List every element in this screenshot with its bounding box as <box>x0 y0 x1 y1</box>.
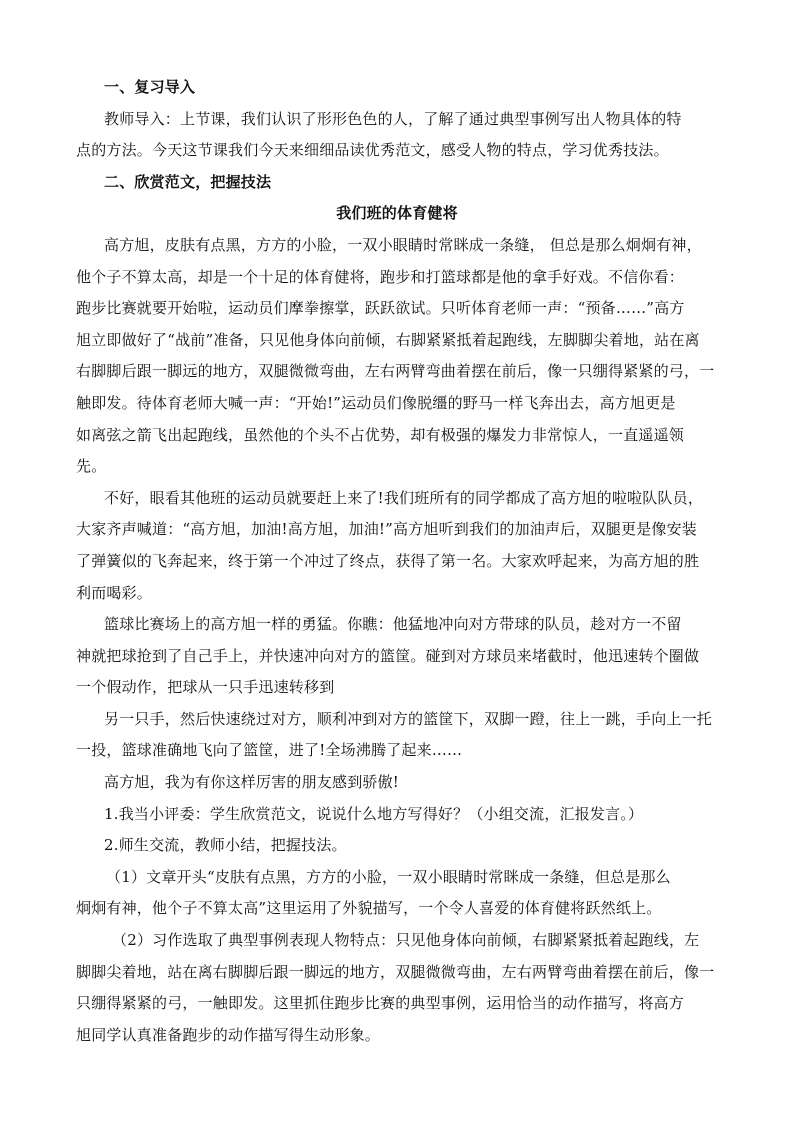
paragraph-line: 旭立即做好了“战前”准备，只见他身体向前倾，右脚紧紧抵着起跑线，左脚脚尖着地，站在离 <box>76 330 700 349</box>
paragraph-line: 高方旭，皮肤有点黑，方方的小脸，一双小眼睛时常眯成一条缝， 但总是那么炯炯有神， <box>104 235 702 254</box>
list-item-evaluate: 1.我当小评委：学生欣赏范文，说说什么地方写得好？（小组交流，汇报发言。） <box>104 804 644 823</box>
document-body <box>76 72 718 1051</box>
paragraph-line: 如离弦之箭飞出起跑线，虽然他的个头不占优势，却有极强的爆发力非常惊人，一直遥遥领 <box>76 425 685 444</box>
paragraph-line: 另一只手，然后快速绕过对方，顺利冲到对方的篮筐下，双脚一蹬，往上一跳，手向上一托 <box>104 709 713 728</box>
paragraph-line: 教师导入：上节课，我们认识了形形色色的人，了解了通过典型事例写出人物具体的特 <box>104 109 682 128</box>
analysis-line: 只绷得紧紧的弓，一触即发。这里抓住跑步比赛的典型事例，运用恰当的动作描写，将高方 <box>76 994 685 1013</box>
section-heading-appreciate: 二、欣赏范文，把握技法 <box>104 172 272 191</box>
paragraph-line: 大家齐声喊道：“高方旭，加油!高方旭，加油!”高方旭听到我们的加油声后，双腿更是像安装 <box>76 520 697 539</box>
paragraph-line: 跑步比赛就要开始啦，运动员们摩拳擦掌，跃跃欲试。只听体育老师一声：“预备……”高方 <box>76 299 685 318</box>
paragraph-line: 一投，篮球准确地飞向了篮筐，进了!全场沸腾了起来…… <box>76 741 463 760</box>
paragraph-line: 右脚脚后跟一脚远的地方，双腿微微弯曲，左右两臂弯曲着摆在前后，像一只绷得紧紧的弓，一 <box>76 362 715 381</box>
analysis-line: 脚脚尖着地，站在离右脚脚后跟一脚远的地方，双腿微微弯曲，左右两臂弯曲着摆在前后，像一 <box>76 962 715 981</box>
paragraph-line: 点的方法。今天这节课我们今天来细细品读优秀范文，感受人物的特点，学习优秀技法。 <box>76 141 669 160</box>
analysis-line: 炯炯有神，他个子不算太高”这里运用了外貌描写，一个令人喜爱的体育健将跃然纸上。 <box>76 899 662 918</box>
paragraph-line: 神就把球抢到了自己手上，并快速冲向对方的篮筐。碰到对方球员来堵截时，他迅速转个圈做 <box>76 646 700 665</box>
paragraph-line: 一个假动作，把球从一只手迅速转移到 <box>76 678 335 697</box>
paragraph-line: 先。 <box>76 457 107 476</box>
analysis-line: 旭同学认真准备跑步的动作描写得生动形象。 <box>76 1025 381 1044</box>
paragraph-line: 了弹簧似的飞奔起来，终于第一个冲过了终点，获得了第一名。大家欢呼起来，为高方旭的胜 <box>76 551 700 570</box>
analysis-line: （1）文章开头“皮肤有点黑，方方的小脸，一双小眼睛时常眯成一条缝，但总是那么 <box>106 867 671 886</box>
list-item-summary: 2.师生交流，教师小结，把握技法。 <box>104 836 347 855</box>
paragraph-line: 篮球比赛场上的高方旭一样的勇猛。你瞧：他猛地冲向对方带球的队员，趁对方一不留 <box>104 615 682 634</box>
paragraph-line: 他个子不算太高，却是一个十足的体育健将，跑步和打篮球都是他的拿手好戏。不信你看： <box>76 267 685 286</box>
paragraph-line: 不好，眼看其他班的运动员就要赶上来了!我们班所有的同学都成了高方旭的啦啦队队员， <box>104 488 704 507</box>
section-heading-review: 一、复习导入 <box>104 78 196 96</box>
paragraph-line: 利而喝彩。 <box>76 583 153 602</box>
essay-title: 我们班的体育健将 <box>336 204 458 223</box>
analysis-line: （2）习作选取了典型事例表现人物特点：只见他身体向前倾，右脚紧紧抵着起跑线，左 <box>112 931 700 950</box>
paragraph-line: 高方旭，我为有你这样厉害的朋友感到骄傲! <box>104 773 400 792</box>
paragraph-line: 触即发。待体育老师大喊一声：“开始!”运动员们像脱缰的野马一样飞奔出去，高方旭更是 <box>76 393 676 412</box>
